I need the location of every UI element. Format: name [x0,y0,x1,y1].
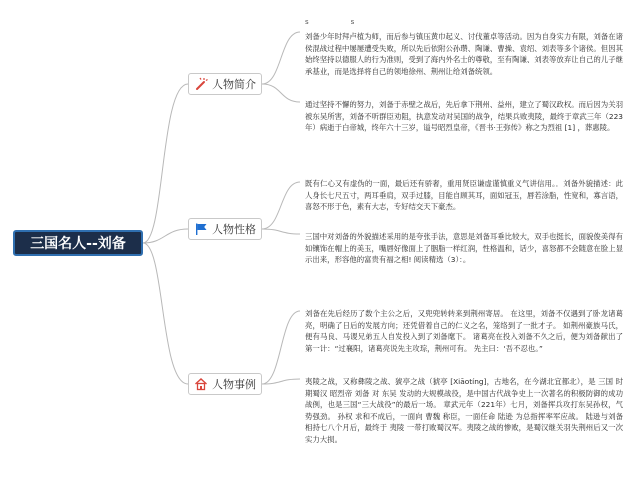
personality-paragraph-2: 三国中对刘备的外貌描述采用的是夸张手法，意思是刘备耳垂比较大，双手也挺长，面貌俊美得有如镶饰在帽上的美玉，嘴唇好像面上了胭脂一样红润，性格温和，话少，喜怒都不会随意在脸上显示出来，形容他的富贵有福之相! 阅读精选（3）：。 [305,232,623,264]
connector-personality-p1 [262,182,300,229]
sparkle-pencil-icon [194,77,208,91]
intro-paragraph-2: 通过坚持不懈的努力，刘备于赤壁之战后，先后拿下荆州、益州，建立了蜀汉政权。而后因为关羽被东吴所害，刘备不听群臣劝阻，执意发动对吴国的战争，结果兵败夷陵，最终于章武三年（223年）病逝于白帝城，终年六十三岁，谥号昭烈皇帝，《晋书·王弥传》称之为烈祖 [1] ，葬惠陵。 [305,100,623,132]
topic-intro-label: 人物简介 [212,78,256,91]
connector-root-examples [143,243,188,384]
topic-personality[interactable] [188,218,262,240]
stray-mark: s [305,18,309,26]
stray-marks [305,18,396,26]
connector-personality-p2 [262,229,300,234]
connector-intro-p1 [262,32,300,84]
connector-examples-p1 [262,311,300,384]
home-icon [194,377,208,391]
connector-root-intro [143,84,188,243]
topic-examples[interactable] [188,373,262,395]
connector-intro-p2 [262,84,300,102]
root-topic-label: 三国名人--刘备 [30,236,126,252]
topic-intro[interactable] [188,73,262,95]
root-topic[interactable] [13,230,143,256]
examples-paragraph-1: 刘备在先后经历了数个主公之后，又兜兜转转来到荆州寄居。 在这里，刘备不仅遇到了卧龙诸葛亮，明确了日后的发展方向；还凭借着自己的仁义之名，笼络到了一批才子。 如荆州豪族马氏，便有马良、马谡兄弟五人自发投入到了刘备麾下。 诸葛亮在投入刘备不久之后，便为刘备献出了第一计：“过襄阳，诸葛亮说先主攻琮，荆州可有。 先主曰：‘吾不忍也。” [305,309,623,353]
flag-icon [194,222,208,236]
personality-paragraph-1: 既有仁心又有虚伪的一面，最后还有骄奢，重用贤臣谦虚谨慎重义气讲信用。．刘备外貌描述：此人身长七尺五寸，两耳垂肩，双手过膝，目能自顾其耳，面如冠玉，唇若涂脂，性宽和，寡言语，喜怒不形于色，素有大志，专好结交天下豪杰。 [305,179,623,211]
topic-examples-label: 人物事例 [212,378,256,391]
intro-paragraph-1: 刘备少年时拜卢植为师，而后参与镇压黄巾起义、讨伐董卓等活动。因为自身实力有限，刘备在诸侯混战过程中屡屡遭受失败，所以先后依附公孙瓒、陶谦、曹操、袁绍、刘表等多个诸侯。但因其始终坚持以德服人的行为准则，受到了海内外名士的尊敬，至有陶谦、刘表等放弃让自己的儿子继承基业，而是选择将自己的领地徐州、荆州让给刘备统领。 [305,32,623,76]
stray-mark: s [350,18,355,26]
topic-personality-label: 人物性格 [212,223,256,236]
examples-paragraph-2: 夷陵之战，又称彝陵之战、猇亭之战（猇亭 [Xiāotíng]，古地名，在今湖北宜都北），是 三国 时期蜀汉 昭烈帝 刘备 对 东吴 发动的大规模战役，是中国古代战争史上一次著名的积极防御的成功战例，也是三国“三大战役”的最后一场。 章武元年（221年）七月，刘备挥兵攻打东吴孙权，气势强劲。 孙权 求和不成后，一面向 曹魏 称臣，一面任命 陆逊 为总指挥率军应战。 陆逊与刘备相持七八个月后，最终于 夷陵 一带打败蜀汉军。夷陵之战的惨败，是蜀汉继关羽失荆州后又一次实力大损。 [305,377,623,444]
